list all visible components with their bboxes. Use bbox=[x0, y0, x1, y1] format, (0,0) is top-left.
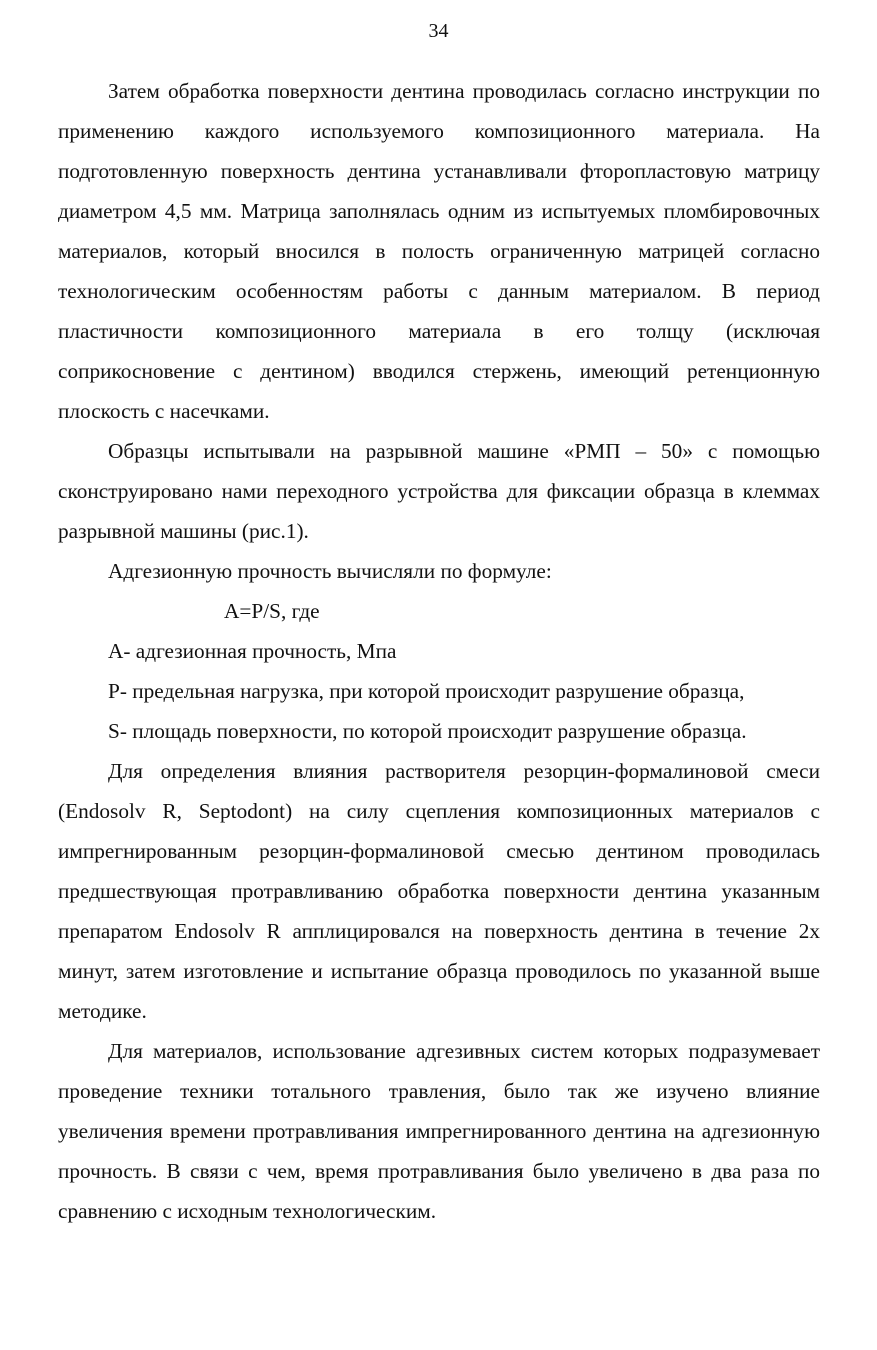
paragraph-etching-time: Для материалов, использование адгезивных систем которых подразумевает проведение техники тотального травления, было так же изучено влияние увеличения времени протравливания импрегнированного дентина на адгезионную прочность. В связи с чем, время протравливания было увеличено в два раза по сравнению с исходным технологическим. bbox=[58, 1039, 820, 1223]
paragraph-testing-machine: Образцы испытывали на разрывной машине «РМП – 50» с помощью сконструировано нами переходного устройства для фиксации образца в клеммах разрывной машины (рис.1). bbox=[58, 439, 820, 543]
formula: A=P/S, где bbox=[224, 599, 320, 623]
paragraph-sample-preparation: Затем обработка поверхности дентина проводилась согласно инструкции по применению каждого используемого композиционного материала. На подготовленную поверхность дентина устанавливали фторопластовую матрицу диаметром 4,5 мм. Матрица заполнялась одним из испытуемых пломбировочных материалов, который вносился в полость ограниченную матрицей согласно технологическим особенностям работы с данным материалом. В период пластичности композиционного материала в его толщу (исключая соприкосновение с дентином) вводился стержень, имеющий ретенционную плоскость с насечками. bbox=[58, 79, 820, 423]
definition-a: А- адгезионная прочность, Мпа bbox=[108, 639, 397, 663]
paragraph-endosolv: Для определения влияния растворителя резорцин-формалиновой смеси (Endosolv R, Septodont) на силу сцепления композиционных материалов с импрегнированным резорцин-формалиновой смесью дентином проводилась предшествующая протравливанию обработка поверхности дентина указанным препаратом Endosolv R апплицировался на поверхность дентина в течение 2х минут, затем изготовление и испытание образца проводилось по указанной выше методике. bbox=[58, 759, 820, 1023]
page-number: 34 bbox=[428, 20, 449, 42]
body-text bbox=[58, 71, 820, 1231]
definition-s: S- площадь поверхности, по которой происходит разрушение образца. bbox=[108, 719, 747, 743]
definition-p: Р- предельная нагрузка, при которой происходит разрушение образца, bbox=[108, 679, 745, 703]
paragraph-formula-intro: Адгезионную прочность вычисляли по формуле: bbox=[108, 559, 552, 583]
